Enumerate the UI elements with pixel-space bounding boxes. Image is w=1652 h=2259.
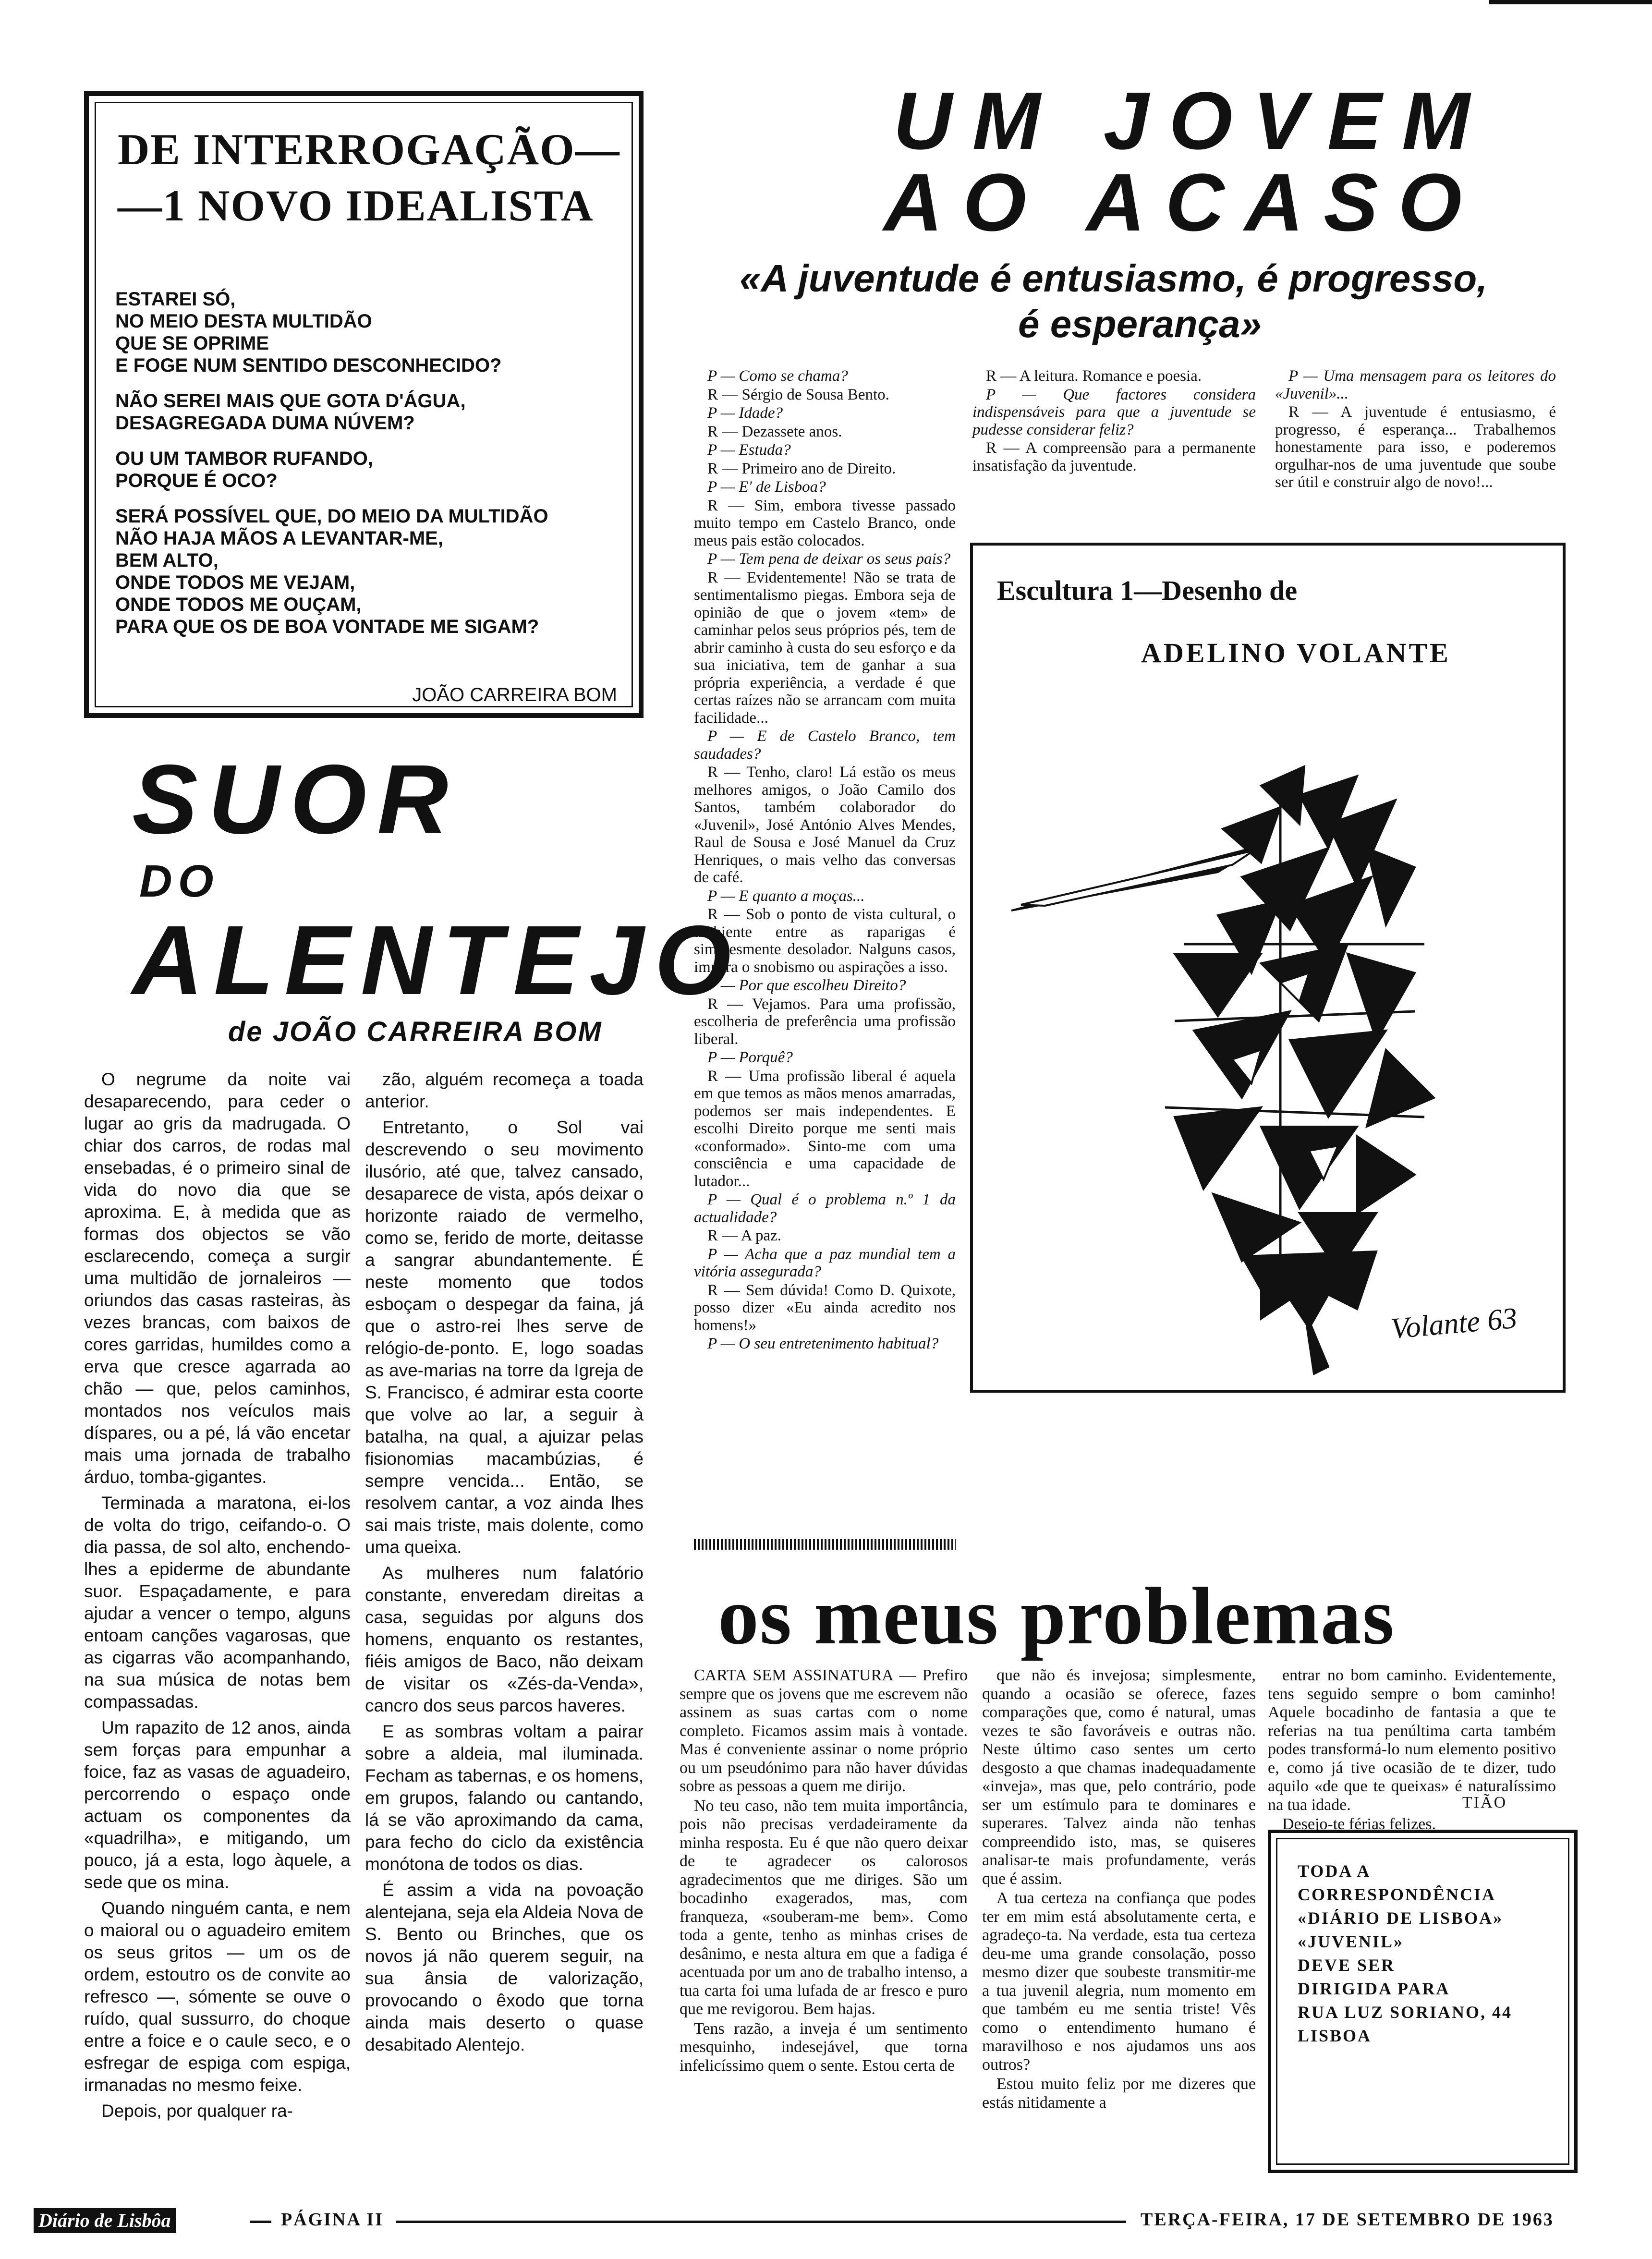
story-title-line1: SUOR [132, 744, 459, 854]
poem-line: NÃO HAJA MÃOS A LEVANTAR-ME, [115, 528, 443, 549]
interview-answer: R — A leitura. Romance e poesia. [986, 367, 1202, 385]
masthead-logo: Diário de Lisbôa [34, 2208, 176, 2233]
interview-answer: R — A juventude é entusiasmo, é progresso, é esperança... Trabalhemos honestamente para isso, e poderemos orgulhar-nos de uma juventude que soube ser útil e construir algo de novo!... [1275, 403, 1556, 491]
interview-answer: R — A compreensão para a permanente insatisfação da juventude. [972, 439, 1256, 474]
letter-paragraph: Desejo-te férias felizes. [1282, 1815, 1436, 1833]
issue-date: TERÇA-FEIRA, 17 DE SETEMBRO DE 1963 [1141, 2210, 1554, 2230]
interview-question: P — O seu entretenimento habitual? [707, 1335, 939, 1352]
story-paragraph: O negrume da noite vai desaparecendo, para ceder o lugar ao gris da madrugada. O chiar dos carros, de rodas mal ensebadas, é o primeiro sinal de vida do novo dia que se aproxima. E, à medida que as formas dos objectos se vão esclarecendo, começa a surgir uma multidão de jornaleiros — oriundos das casas rasteiras, às vezes brancas, com baixos de cores garridas, humildes como a erva que cresce agarrada ao chão — que, pelos caminhos, montados nos veículos mais díspares, ou a pé, lá vão encetar mais uma jornada de trabalho árduo, tomba-gigantes. [84, 1069, 351, 1487]
poem-line: QUE SE OPRIME [115, 333, 269, 354]
poem-line: NÃO SEREI MAIS QUE GOTA D'ÁGUA, [115, 390, 466, 412]
story-paragraph: zão, alguém recomeça a toada anterior. [365, 1069, 644, 1111]
interview-answer: R — Sem dúvida! Como D. Quixote, posso dizer «Eu ainda acredito nos homens!» [694, 1281, 956, 1334]
correspondence-text [1298, 1859, 1512, 2048]
correspondence-line: RUA LUZ SORIANO, 44 [1298, 2003, 1513, 2022]
letter-paragraph: que não és invejosa; simplesmente, quando a ocasião se oferece, fazes comparações que, como é natural, umas vezes te são favoráveis e outras não. Neste último caso sentes um certo desgosto a que chamas inadequadamente «inveja», mas que, pelo contrário, pode ser um estímulo para te dominares e superares. Talvez ainda não tenhas compreendido isto, mas, se quiseres analisar-te mais profundamente, verás que é assim. [982, 1666, 1256, 1888]
interview-question: P — Que factores considera indispensáveis para que a juventude se pudesse considerar feliz? [972, 386, 1256, 438]
correspondence-line: TODA A [1298, 1861, 1371, 1881]
interview-question: P — Uma mensagem para os leitores do «Juvenil»... [1275, 367, 1556, 402]
stanza-break [115, 492, 634, 505]
letter-paragraph: entrar no bom caminho. Evidentemente, tens seguido sempre o bom caminho! Aquele bocadinho de fantasia a que te referias na tua penúltima carta também podes transformá-lo num elemento positivo e, como já tive ocasião de te dizer, tudo aquilo «de que te queixas» é naturalíssimo na tua idade. [1268, 1666, 1556, 1814]
poem-line: DESAGREGADA DUMA NÚVEM? [115, 413, 415, 434]
poem-line: NO MEIO DESTA MULTIDÃO [115, 311, 372, 332]
poem-title-line2: —1 NOVO IDEALISTA [118, 181, 594, 230]
interview-answer: R — Dezassete anos. [707, 423, 842, 440]
interview-answer: R — A paz. [707, 1227, 781, 1244]
story-paragraph: As mulheres num falatório constante, enveredam direitas a casa, seguidas por alguns dos homens, enquanto os restantes, fiéis amigos de Baco, não deixam de visitar os «Zés-da-Venda», cancro dos seus parcos haveres. [365, 1563, 644, 1715]
interview-answer: R — Sim, embora tivesse passado muito tempo em Castelo Branco, onde meus pais estão colocados. [694, 497, 956, 549]
poem-line: ESTAREI SÓ, [115, 289, 236, 310]
interview-column-3 [1275, 367, 1556, 492]
problems-title: os meus problemas [718, 1571, 1395, 1661]
story-paragraph: Depois, por qualquer ra- [101, 2101, 293, 2121]
artist-signature: Volante 63 [1389, 1301, 1518, 1346]
artwork-caption-line1: Escultura 1—Desenho de [997, 575, 1298, 606]
problems-column-1 [680, 1666, 968, 2076]
story-paragraph: É assim a vida na povoação alentejana, seja ela Aldeia Nova de S. Bento ou Brinches, que os novos já não querem seguir, na sua ânsia de valorização, provocando o êxodo que torna ainda mais deserto o quase desabitado Alentejo. [365, 1880, 644, 2054]
poem-line: OU UM TAMBOR RUFANDO, [115, 448, 373, 469]
stanza-break [115, 376, 634, 390]
interview-question: P — Porquê? [707, 1049, 793, 1066]
artwork-box [970, 543, 1566, 1393]
story-paragraph: Entretanto, o Sol vai descrevendo o seu movimento ilusório, até que, talvez cansado, desaparece de vista, após deixar o horizonte raiado de vermelho, como se, ferido de morte, deitasse a sangrar abundantemente. É neste momento que todos esboçam o despegar da faina, já que o astro-rei lhes serve de relógio-de-ponto. E, logo soadas as ave-marias na torre da Igreja de S. Francisco, é admirar esta coorte que volve ao lar, a seguir à batalha, na qual, a ajuizar pelas fisionomias macambúzias, é sempre vencida... Então, se resolvem cantar, a voz ainda lhes sai mais triste, mais dolente, como uma queixa. [365, 1117, 644, 1557]
interview-title-line1: UM JOVEM [893, 75, 1490, 167]
interview-question: P — E' de Lisboa? [707, 478, 826, 496]
correspondence-line: DIRIGIDA PARA [1298, 1979, 1450, 1998]
interview-question: P — Idade? [707, 404, 783, 422]
interview-title-line2: AO ACASO [884, 157, 1482, 248]
column-end-rule [694, 1539, 956, 1550]
correspondence-line: LISBOA [1298, 2026, 1372, 2045]
interview-subtitle-line2: é esperança» [1018, 303, 1262, 345]
poem-author: JOÃO CARREIRA BOM [412, 684, 617, 705]
story-title-line3: ALENTEJO [132, 905, 742, 1015]
letter-paragraph: Estou muito feliz por me dizeres que estás nitidamente a [982, 2075, 1256, 2112]
story-paragraph: Terminada a maratona, ei-los de volta do trigo, ceifando-o. O dia passa, de sol alto, enchendo-lhes a epiderme de abundante suor. Espaçadamente, e para ajudar a vencer o tempo, alguns entoam canções vagarosas, que as cigarras vão acompanhando, na sua música de notas bem compassadas. [84, 1493, 351, 1712]
top-edge-rule [1489, 0, 1652, 4]
interview-answer: R — Uma profissão liberal é aquela em que temos as mãos menos amarradas, podemos ser mais independentes. E escolhi Direito porque me senti mais «conformado». Sinto-me com uma consciência e uma capacidade de lutador... [694, 1067, 956, 1190]
story-paragraph: Quando ninguém canta, e nem o maioral ou o aguadeiro emitem os seus gritos — um os de ordem, estoutro os de convite ao refresco —, sómente se ouve o ruído, qual sussurro, do choque entre a foice e o caule seco, e o esfregar de espiga com espiga, irmanadas no mesmo feixe. [84, 1898, 351, 2095]
interview-answer: R — Vejamos. Para uma profissão, escolheria de preferência uma profissão liberal. [694, 995, 956, 1048]
interview-answer: R — Evidentemente! Não se trata de sentimentalismo piegas. Embora seja de opinião de que o jovem «tem» de caminhar pelos seus próprios pés, tem de abrir caminho à custa do seu esforço e da sua iniciativa, tem de ganhar a sua própria experiência, a verdade é que certas raízes não se arrancam com muita facilidade... [694, 569, 956, 727]
interview-column-2 [972, 367, 1256, 475]
story-paragraph: E as sombras voltam a pairar sobre a aldeia, mal iluminada. Fecham as tabernas, e os homens, em grupos, falando ou cantando, lá se vão aproximando da cama, para fecho do ciclo da existência monótona de todos os dias. [365, 1722, 644, 1874]
interview-question: P — Como se chama? [707, 367, 848, 385]
poem-line: E FOGE NUM SENTIDO DESCONHECIDO? [115, 355, 502, 376]
interview-question: P — Qual é o problema n.º 1 da actualidade? [694, 1191, 956, 1226]
interview-column-1 [694, 367, 956, 1354]
interview-question: P — Por que escolheu Direito? [707, 977, 906, 994]
story-column-2 [365, 1069, 644, 2060]
story-byline: de JOÃO CARREIRA BOM [228, 1016, 603, 1047]
story-paragraph: Um rapazito de 12 anos, ainda sem forças para empunhar a foice, faz as vasas de aguadeiro, percorrendo o espaço onde actuam os componentes da «quadrilha», e mitigando, um pouco, já a esta, logo àquele, a sede que os mina. [84, 1718, 351, 1892]
story-column-1 [84, 1069, 351, 2126]
letter-paragraph: CARTA SEM ASSINATURA — Prefiro sempre que os jovens que me escrevem não assinem as suas cartas com o nome completo. Ficamos assim mais à vontade. Mas é conveniente assinar o nome próprio ou um pseudónimo para não haver dúvidas sobre as pessoas a quem me dirijo. [680, 1666, 968, 1795]
poem-line: ONDE TODOS ME VEJAM, [115, 572, 355, 593]
correspondence-line: CORRESPONDÊNCIA [1298, 1885, 1496, 1904]
page-number: PÁGINA II [281, 2210, 384, 2230]
correspondence-line: DEVE SER [1298, 1955, 1396, 1975]
problems-column-2 [982, 1666, 1256, 2113]
interview-answer: R — Sob o ponto de vista cultural, o ambiente entre as raparigas é simplesmente desolador. Nalguns casos, impera o snobismo ou aspirações a isso. [694, 906, 956, 976]
correspondence-line: «DIÁRIO DE LISBOA» [1298, 1908, 1504, 1928]
letter-paragraph: Tens razão, a inveja é um sentimento mesquinho, indesejável, que torna infelicíssimo quem o sente. Estou certa de [680, 2019, 968, 2075]
interview-question: P — Estuda? [707, 441, 791, 459]
artwork-caption-line2: ADELINO VOLANTE [1141, 637, 1451, 668]
interview-question: P — E quanto a moças... [707, 887, 865, 905]
problems-sign: TIÃO [1462, 1794, 1507, 1811]
footer-rule-middle [396, 2221, 1126, 2223]
footer-rule-left [250, 2221, 271, 2223]
problems-column-3 [1268, 1666, 1556, 1835]
poem-body [115, 288, 634, 638]
poem-title-line1: DE INTERROGAÇÃO— [118, 125, 620, 174]
poem-line: BEM ALTO, [115, 550, 219, 571]
stanza-break [115, 434, 634, 448]
interview-question: P — Acha que a paz mundial tem a vitória assegurada? [694, 1245, 956, 1280]
interview-question: P — E de Castelo Branco, tem saudades? [694, 728, 956, 763]
abstract-bird-drawing [992, 704, 1544, 1376]
letter-paragraph: No teu caso, não tem muita importância, pois não precisas verdadeiramente da minha resposta. Eu é que não quero deixar de te agradecer os calorosos agradecimentos que me diriges. São um bocadinho exagerados, mas, com franqueza, «souberam-me bem». Como toda a gente, tenho as minhas crises de desânimo, e nesta altura em que a fadiga é acentuada por um ano de trabalho intenso, a tua carta foi uma lufada de ar fresco e puro que me revigorou. Bem hajas. [680, 1797, 968, 2018]
interview-answer: R — Tenho, claro! Lá estão os meus melhores amigos, o João Camilo dos Santos, também colaborador do «Juvenil», José António Alves Mendes, Raul de Sousa e José Manuel da Cruz Henriques, o mais velho das conversas de café. [694, 764, 956, 886]
poem-line: SERÁ POSSÍVEL QUE, DO MEIO DA MULTIDÃO [115, 506, 548, 527]
correspondence-line: «JUVENIL» [1298, 1932, 1404, 1951]
correspondence-box [1268, 1830, 1578, 2173]
poem-box [84, 91, 644, 718]
interview-answer: R — Sérgio de Sousa Bento. [707, 386, 889, 403]
interview-question: P — Tem pena de deixar os seus pais? [707, 550, 950, 568]
poem-line: ONDE TODOS ME OUÇAM, [115, 594, 362, 615]
letter-paragraph: A tua certeza na confiança que podes ter em mim está absolutamente certa, e agradeço-ta. Na verdade, esta tua certeza deu-me uma grande consolação, posso mesmo dizer que soubeste transmitir-me a tua juvenil alegria, num momento em que também eu me sentia triste! Vês como o entendimento humano é maravilhoso e nos ajudamos uns aos outros? [982, 1889, 1256, 2074]
poem-line: PARA QUE OS DE BOA VONTADE ME SIGAM? [115, 616, 539, 637]
story-title-line2: DO [139, 856, 219, 907]
poem-line: PORQUE É OCO? [115, 470, 278, 491]
interview-subtitle-line1: «A juventude é entusiasmo, é progresso, [740, 257, 1488, 300]
interview-answer: R — Primeiro ano de Direito. [707, 460, 896, 477]
